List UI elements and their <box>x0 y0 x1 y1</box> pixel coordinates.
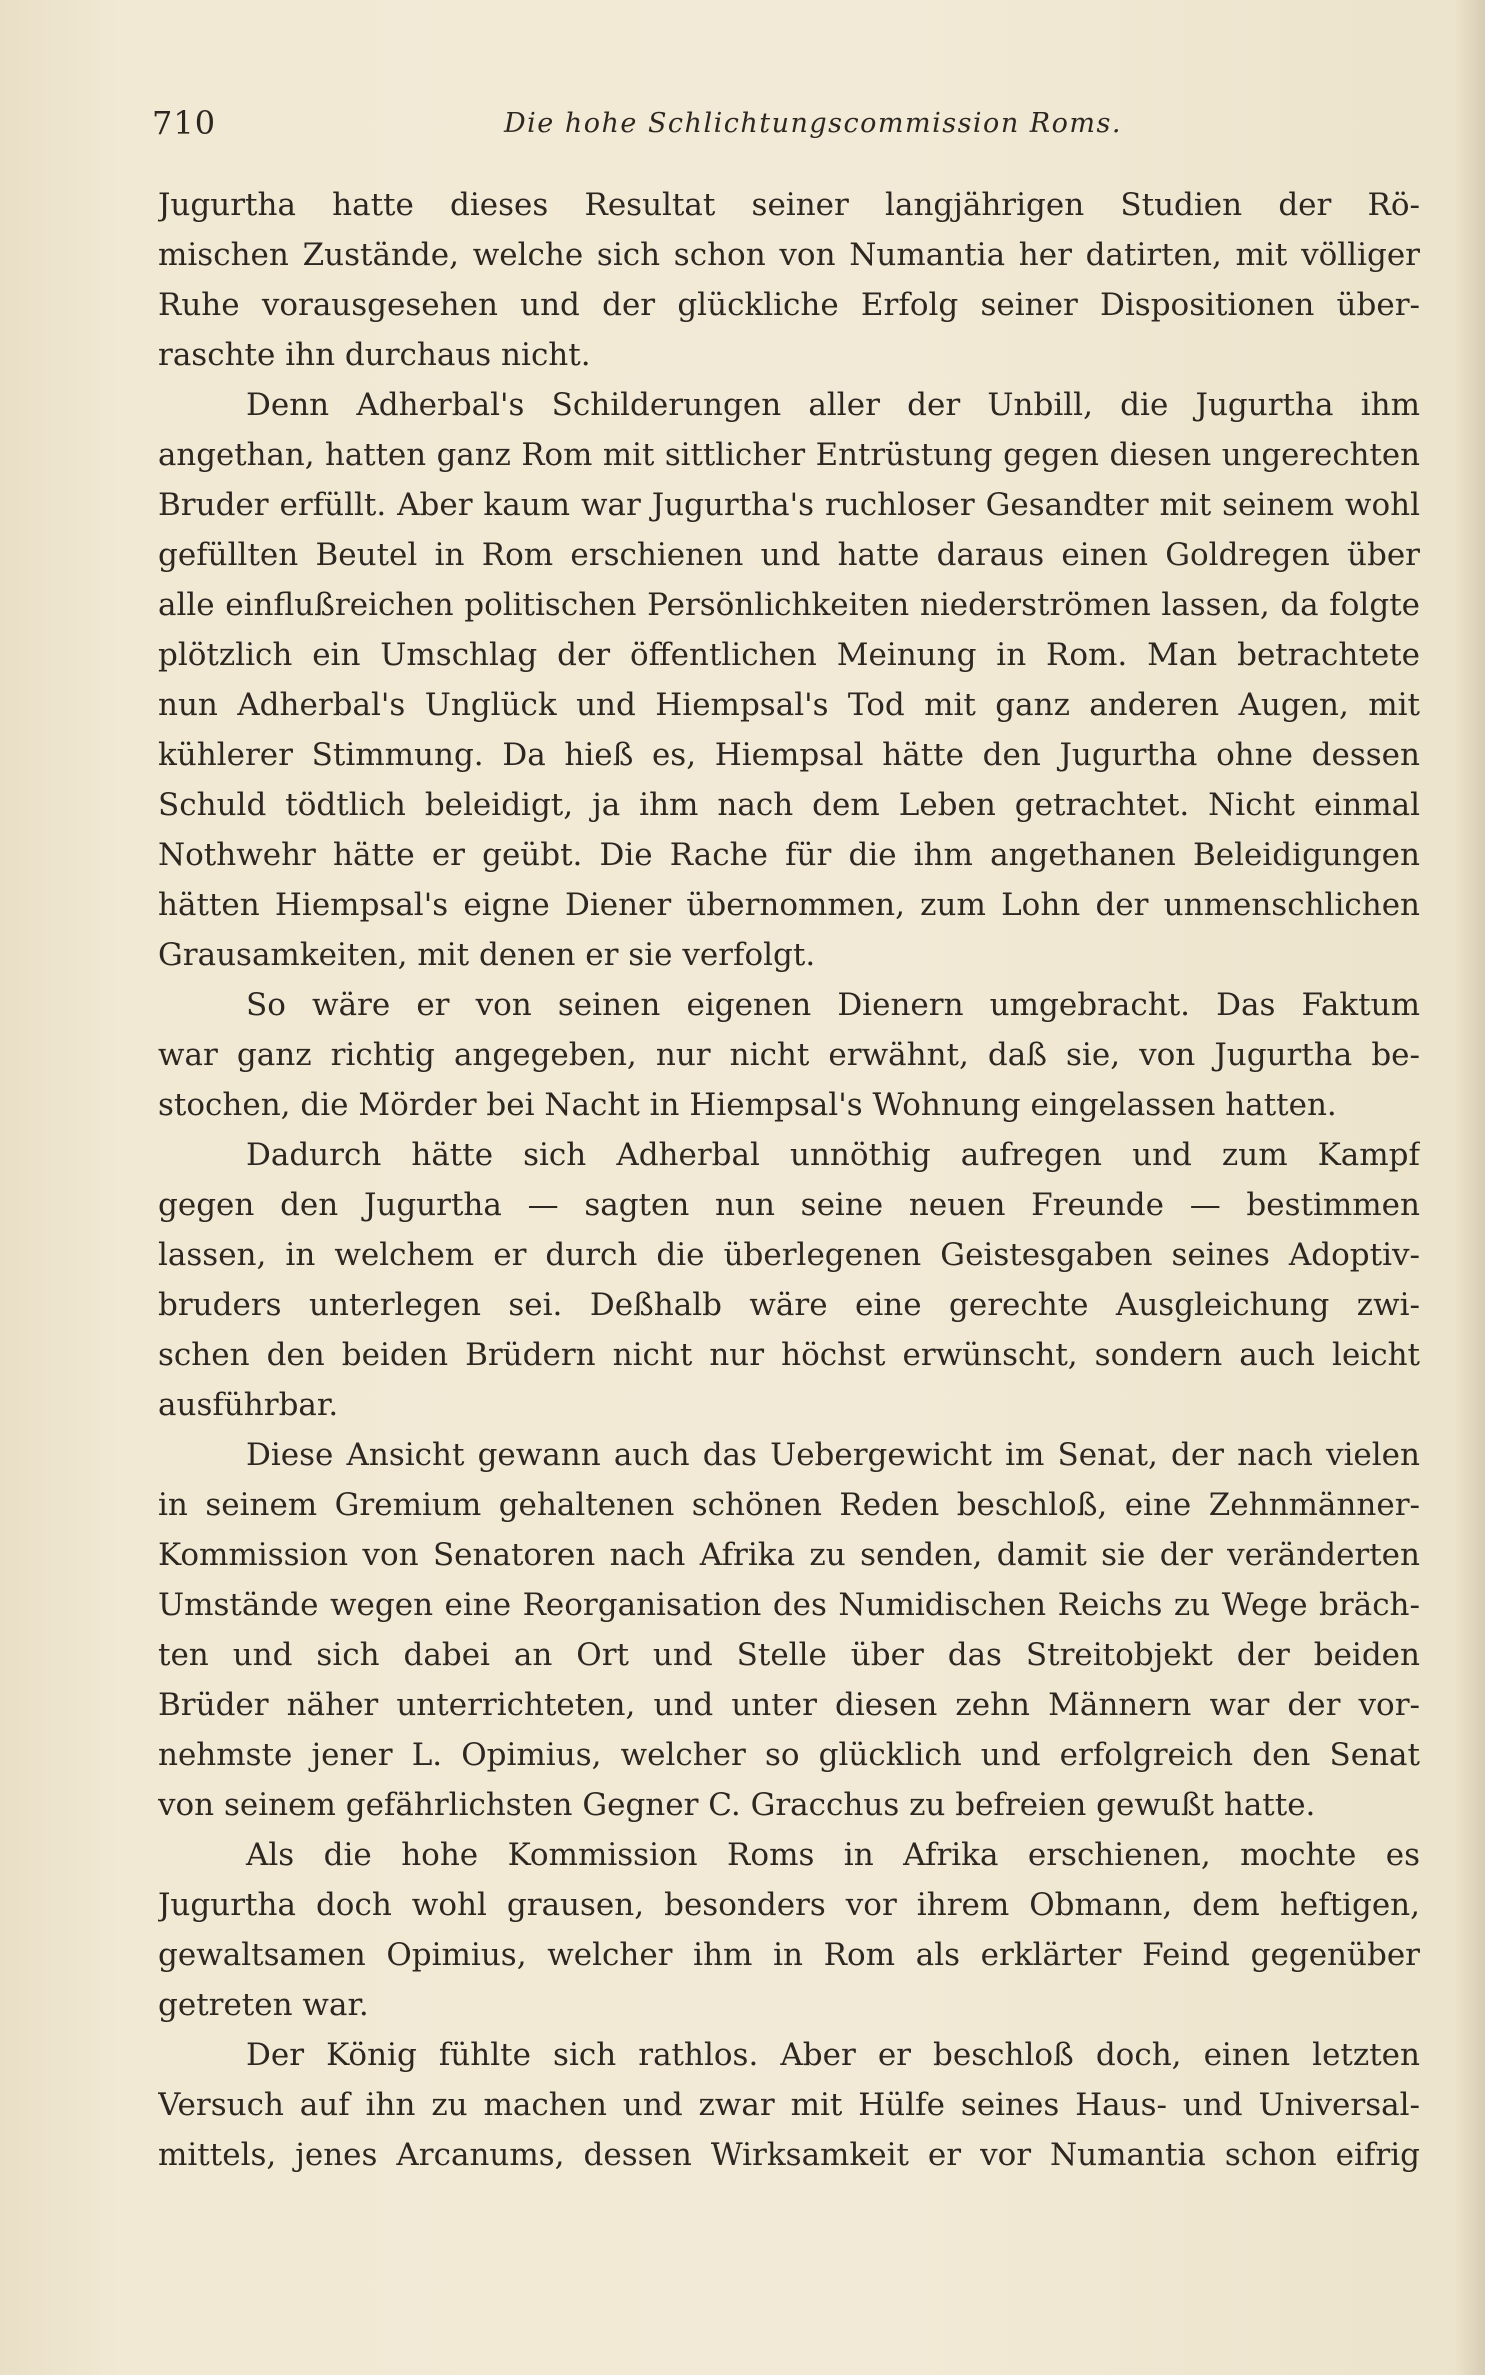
text-line: nehmste jener L. Opimius, welcher so glücklich und erfolgreich den Senat <box>158 1737 1420 1773</box>
page-header <box>152 104 1430 144</box>
text-line: Der König fühlte sich rathlos. Aber er beschloß doch, einen letzten <box>246 2037 1420 2073</box>
paragraph-3 <box>158 980 1420 1130</box>
text-line: alle einflußreichen politischen Persönlichkeiten niederströmen lassen, da folgte <box>158 587 1420 623</box>
text-line: Nothwehr hätte er geübt. Die Rache für die ihm angethanen Beleidigungen <box>158 837 1420 873</box>
text-line: raschte ihn durchaus nicht. <box>158 337 591 373</box>
text-line: So wäre er von seinen eigenen Dienern umgebracht. Das Faktum <box>246 987 1420 1023</box>
paragraph-4 <box>158 1130 1420 1430</box>
text-line: gewaltsamen Opimius, welcher ihm in Rom als erklärter Feind gegenüber <box>158 1937 1420 1973</box>
paragraph-5 <box>158 1430 1420 1830</box>
paragraph-1 <box>158 180 1420 380</box>
text-line: von seinem gefährlichsten Gegner C. Gracchus zu befreien gewußt hatte. <box>158 1787 1316 1823</box>
text-line: lassen, in welchem er durch die überlegenen Geistesgaben seines Adoptiv- <box>158 1237 1420 1273</box>
text-line: plötzlich ein Umschlag der öffentlichen Meinung in Rom. Man betrachtete <box>158 637 1420 673</box>
text-line: schen den beiden Brüdern nicht nur höchst erwünscht, sondern auch leicht <box>158 1337 1420 1373</box>
text-line: Jugurtha hatte dieses Resultat seiner langjährigen Studien der Rö- <box>158 187 1420 223</box>
paragraph-2 <box>158 380 1420 980</box>
paragraph-7 <box>158 2030 1420 2180</box>
text-line: mittels, jenes Arcanums, dessen Wirksamkeit er vor Numantia schon eifrig <box>158 2137 1420 2173</box>
text-line: nun Adherbal's Unglück und Hiempsal's Tod mit ganz anderen Augen, mit <box>158 687 1420 723</box>
text-line: Kommission von Senatoren nach Afrika zu senden, damit sie der veränderten <box>158 1537 1420 1573</box>
text-line: angethan, hatten ganz Rom mit sittlicher Entrüstung gegen diesen ungerechten <box>158 437 1420 473</box>
text-line: Bruder erfüllt. Aber kaum war Jugurtha's ruchloser Gesandter mit seinem wohl <box>158 487 1420 523</box>
text-line: Schuld tödtlich beleidigt, ja ihm nach dem Leben getrachtet. Nicht einmal <box>158 787 1420 823</box>
text-line: getreten war. <box>158 1987 369 2023</box>
text-line: Jugurtha doch wohl grausen, besonders vor ihrem Obmann, dem heftigen, <box>158 1887 1420 1923</box>
text-line: ten und sich dabei an Ort und Stelle über das Streitobjekt der beiden <box>158 1637 1420 1673</box>
text-line: hätten Hiempsal's eigne Diener übernommen, zum Lohn der unmenschlichen <box>158 887 1420 923</box>
text-line: Ruhe vorausgesehen und der glückliche Erfolg seiner Dispositionen über- <box>158 287 1420 323</box>
text-line: Denn Adherbal's Schilderungen aller der Unbill, die Jugurtha ihm <box>246 387 1420 423</box>
page-number: 710 <box>152 104 217 142</box>
body-text <box>158 180 1420 2180</box>
text-line: bruders unterlegen sei. Deßhalb wäre eine gerechte Ausgleichung zwi- <box>158 1287 1420 1323</box>
text-line: ausführbar. <box>158 1387 339 1423</box>
text-line: Dadurch hätte sich Adherbal unnöthig aufregen und zum Kampf <box>246 1137 1420 1173</box>
text-line: mischen Zustände, welche sich schon von Numantia her datirten, mit völliger <box>158 237 1420 273</box>
paragraph-6 <box>158 1830 1420 2030</box>
text-line: gegen den Jugurtha — sagten nun seine neuen Freunde — bestimmen <box>158 1187 1420 1223</box>
text-line: Als die hohe Kommission Roms in Afrika erschienen, mochte es <box>246 1837 1420 1873</box>
text-line: stochen, die Mörder bei Nacht in Hiempsal's Wohnung eingelassen hatten. <box>158 1087 1337 1123</box>
text-line: Grausamkeiten, mit denen er sie verfolgt. <box>158 937 816 973</box>
text-line: Versuch auf ihn zu machen und zwar mit Hülfe seines Haus- und Universal- <box>158 2087 1420 2123</box>
text-line: Umstände wegen eine Reorganisation des Numidischen Reichs zu Wege bräch- <box>158 1587 1420 1623</box>
text-line: in seinem Gremium gehaltenen schönen Reden beschloß, eine Zehnmänner- <box>158 1487 1420 1523</box>
text-line: kühlerer Stimmung. Da hieß es, Hiempsal hätte den Jugurtha ohne dessen <box>158 737 1420 773</box>
text-line: gefüllten Beutel in Rom erschienen und hatte daraus einen Goldregen über <box>158 537 1420 573</box>
running-title: Die hohe Schlichtungscommission Roms. <box>504 108 1122 139</box>
text-line: war ganz richtig angegeben, nur nicht erwähnt, daß sie, von Jugurtha be- <box>158 1037 1420 1073</box>
text-line: Diese Ansicht gewann auch das Uebergewicht im Senat, der nach vielen <box>246 1437 1420 1473</box>
page-edge-shadow <box>1455 0 1485 2375</box>
text-line: Brüder näher unterrichteten, und unter diesen zehn Männern war der vor- <box>158 1687 1420 1723</box>
